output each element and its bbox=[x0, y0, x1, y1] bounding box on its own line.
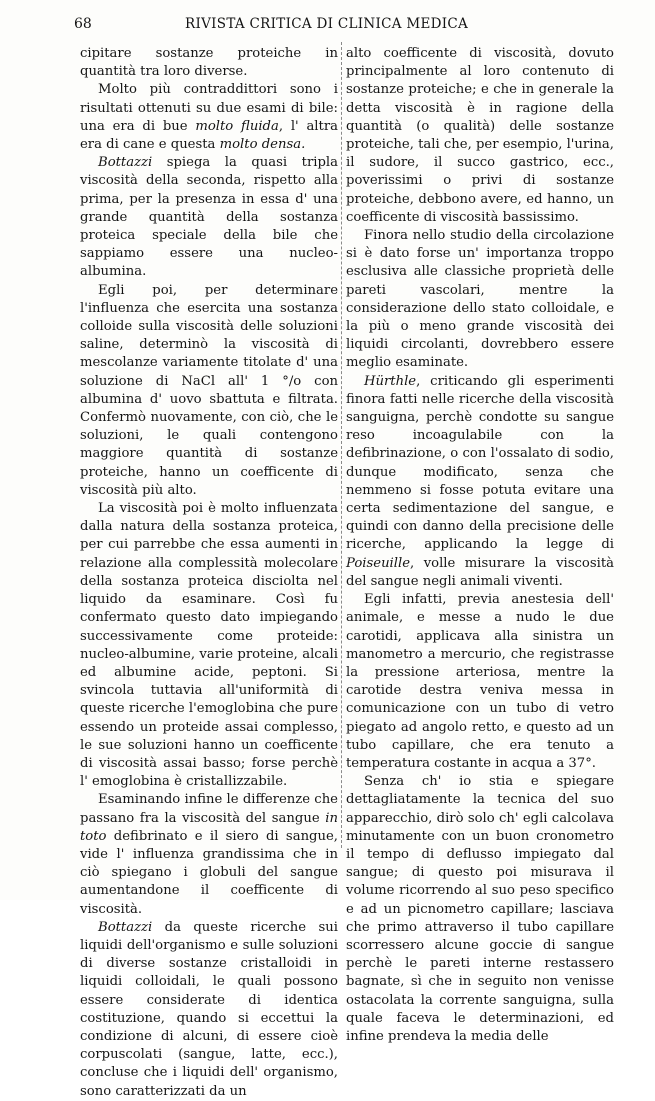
column-divider bbox=[341, 42, 342, 848]
left-paragraph-5: La viscosità poi è molto influenzata dalla natura della sostanza proteica, per cui parrebbe che essa aumenti in relazione alla complessità molecolare della sostanza proteica disciolta nel liquido da esaminare. Così fu confermato questo dato impiegando successivamente come proteide: nucleo-albumine, varie proteine, alcali ed albumine acide, peptoni. Si svincola tuttavia all'uniformità di queste ricerche l'emoglobina che pure essendo un proteide assai complesso, le sue soluzioni hanno un coefficente di viscosità assai basso; forse perchè l' emoglobina è cristallizzabile. bbox=[80, 501, 338, 790]
right-paragraph-2: Finora nello studio della circolazione si è dato forse un' importanza troppo esclusiva alle classiche proprietà delle pareti vascolari, mentre la considerazione dello stato colloidale, e la più o meno grande viscosità dei liquidi circolanti, dovrebbero essere meglio esaminate. bbox=[346, 228, 614, 371]
left-paragraph-7: Bottazzi da queste ricerche sui liquidi dell'organismo e sulle soluzioni di diverse sostanze cristalloidi in liquidi colloidali, le quali possono essere considerate di identica costituzione, quando si eccettui la condizione di alcuni, di essere cioè corpuscolati (sangue, latte, ecc.), concluse che i liquidi dell' organismo, sono caratterizzati da un bbox=[80, 919, 338, 1099]
right-paragraph-4: Egli infatti, previa anestesia dell' animale, e messe a nudo le due carotidi, applicava alla sinistra un manometro a mercurio, che registrasse la pressione arteriosa, mentre la carotide destra veniva messa in comunicazione con un tubo di vetro piegato ad angolo retto, e questo ad un tubo capillare, che era tenuto a temperatura costante in acqua a 37°. bbox=[346, 592, 614, 771]
right-column bbox=[346, 45, 614, 1046]
left-paragraph-1: cipitare sostanze proteiche in quantità tra loro diverse. bbox=[80, 46, 338, 80]
left-paragraph-4: Egli poi, per determinare l'influenza che esercita una sostanza colloide sulla viscosità delle soluzioni saline, determinò la viscosità di mescolanze variamente titolate d' una soluzione di NaCl all' 1 °/o con albumina d' uovo sbattuta e filtrata. Confermò nuovamente, con ciò, che le soluzioni, le quali contengono maggiore quantità di sostanze proteiche, hanno un coefficente di viscosità più alto. bbox=[80, 282, 338, 498]
page-number: 68 bbox=[74, 16, 92, 32]
right-paragraph-5: Senza ch' io stia e spiegare dettagliatamente la tecnica del suo apparecchio, dirò solo ch' egli calcolava minutamente con un buon cronometro il tempo di deflusso impiegato dal sangue; di questo poi misurava il volume ricorrendo al suo peso specifico e ad un picnometro capillare; lasciava che primo attraverso il tubo capillare scorressero alcune goccie di sangue perchè le pareti interne restassero bagnate, sì che in seguito non venisse ostacolata la corrente sanguigna, sulla quale faceva le determinazioni, ed infine prendeva la media delle bbox=[346, 774, 614, 1044]
left-paragraph-3: Bottazzi spiega la quasi tripla viscosità della seconda, rispetto alla prima, per la presenza in essa d' una grande quantità della sostanza proteica speciale della bile che sappiamo essere una nucleo-albumina. bbox=[80, 155, 338, 280]
right-paragraph-1: alto coefficente di viscosità, dovuto principalmente al loro contenuto di sostanze proteiche; e che in generale la detta viscosità è in ragione della quantità (o qualità) delle sostanze proteiche, tali che, per esempio, l'urina, il sudore, il succo gastrico, ecc., poverissimi o privi di sostanze proteiche, debbono avere, ed hanno, un coefficente di viscosità bassissimo. bbox=[346, 46, 614, 225]
left-column bbox=[80, 45, 338, 1101]
left-paragraph-6: Esaminando infine le differenze che passano fra la viscosità del sangue in toto defibrinato e il siero di sangue, vide l' influenza grandissima che in ciò spiegano i globuli del sangue aumentandone il coefficente di viscosità. bbox=[80, 792, 338, 917]
right-paragraph-3: Hürthle, criticando gli esperimenti finora fatti nelle ricerche della viscosità sanguigna, perchè condotte su sangue reso incoagulabile con la defibrinazione, o con l'ossalato di sodio, dunque modificato, senza che nemmeno si fosse potuta evitare una certa sedimentazione del sangue, e quindi con danno della precisione delle ricerche, applicando la legge di Poiseuille, volle misurare la viscosità del sangue negli animali viventi. bbox=[346, 373, 614, 589]
running-header-title: RIVISTA CRITICA DI CLINICA MEDICA bbox=[185, 16, 469, 32]
left-paragraph-2: Molto più contraddittori sono i risultati ottenuti su due esami di bile: una era di bue molto fluida, l' altra era di cane e questa molto densa. bbox=[80, 82, 338, 153]
